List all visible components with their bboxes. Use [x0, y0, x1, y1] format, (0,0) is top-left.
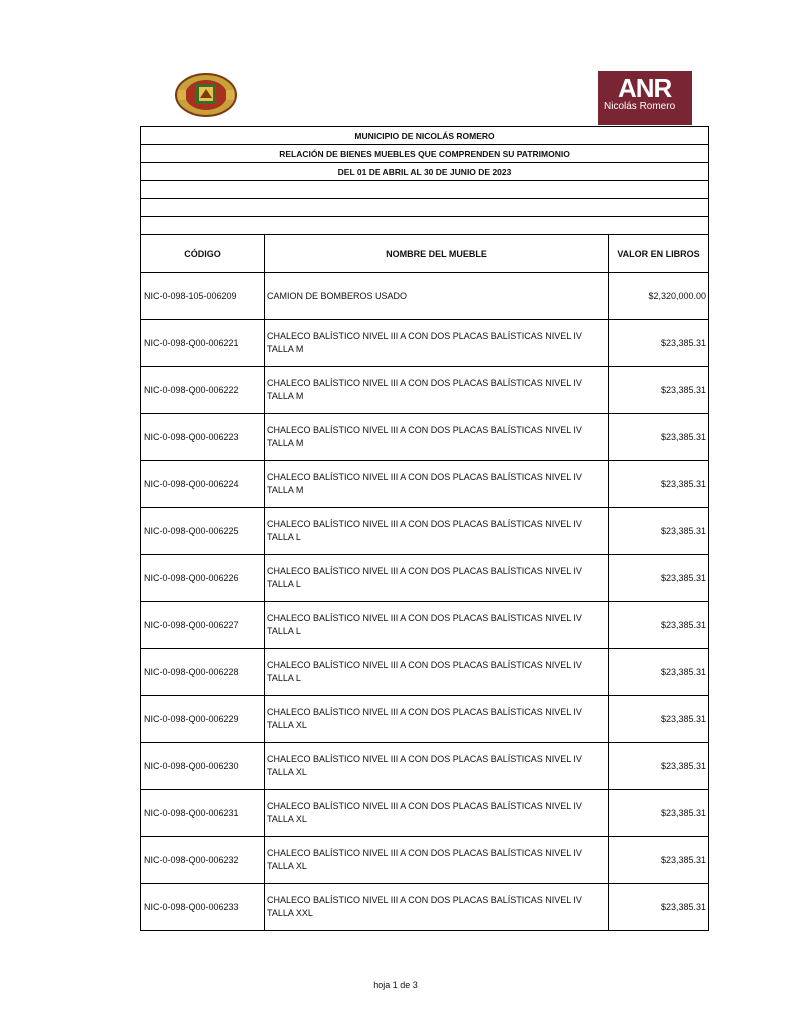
- table-row: [141, 320, 709, 367]
- coat-of-arms-logo: [174, 72, 238, 118]
- table-row: [141, 884, 709, 931]
- value-cell: $23,385.31: [609, 320, 709, 367]
- subtitle-row: [141, 145, 709, 163]
- table-row: [141, 555, 709, 602]
- value-cell: $23,385.31: [609, 743, 709, 790]
- name-cell: CHALECO BALÍSTICO NIVEL III A CON DOS PLACAS BALÍSTICAS NIVEL IV TALLA M: [265, 461, 609, 508]
- value-cell: $23,385.31: [609, 508, 709, 555]
- title-row: [141, 127, 709, 145]
- blank-cell: [141, 199, 709, 217]
- value-cell: $23,385.31: [609, 555, 709, 602]
- name-cell: CHALECO BALÍSTICO NIVEL III A CON DOS PLACAS BALÍSTICAS NIVEL IV TALLA L: [265, 649, 609, 696]
- table-row: [141, 649, 709, 696]
- blank-cell: [141, 181, 709, 199]
- value-cell: $23,385.31: [609, 461, 709, 508]
- value-cell: $23,385.31: [609, 649, 709, 696]
- blank-row: [141, 181, 709, 199]
- value-cell: $23,385.31: [609, 367, 709, 414]
- code-cell: NIC-0-098-Q00-006225: [141, 508, 265, 555]
- table-row: [141, 367, 709, 414]
- blank-cell: [141, 217, 709, 235]
- code-cell: NIC-0-098-Q00-006227: [141, 602, 265, 649]
- name-cell: CHALECO BALÍSTICO NIVEL III A CON DOS PLACAS BALÍSTICAS NIVEL IV TALLA L: [265, 602, 609, 649]
- blank-row: [141, 199, 709, 217]
- period-row: [141, 163, 709, 181]
- code-cell: NIC-0-098-Q00-006228: [141, 649, 265, 696]
- name-cell: CHALECO BALÍSTICO NIVEL III A CON DOS PLACAS BALÍSTICAS NIVEL IV TALLA XL: [265, 837, 609, 884]
- name-cell: CHALECO BALÍSTICO NIVEL III A CON DOS PLACAS BALÍSTICAS NIVEL IV TALLA XXL: [265, 884, 609, 931]
- name-cell: CHALECO BALÍSTICO NIVEL III A CON DOS PLACAS BALÍSTICAS NIVEL IV TALLA M: [265, 320, 609, 367]
- value-cell: $23,385.31: [609, 790, 709, 837]
- name-cell: CHALECO BALÍSTICO NIVEL III A CON DOS PLACAS BALÍSTICAS NIVEL IV TALLA M: [265, 414, 609, 461]
- name-cell: CHALECO BALÍSTICO NIVEL III A CON DOS PLACAS BALÍSTICAS NIVEL IV TALLA XL: [265, 696, 609, 743]
- report-period: DEL 01 DE ABRIL AL 30 DE JUNIO DE 2023: [141, 163, 709, 181]
- column-header-name: NOMBRE DEL MUEBLE: [265, 235, 609, 273]
- column-header-value: VALOR EN LIBROS: [609, 235, 709, 273]
- code-cell: NIC-0-098-105-006209: [141, 273, 265, 320]
- value-cell: $2,320,000.00: [609, 273, 709, 320]
- table-row: [141, 273, 709, 320]
- table-row: [141, 602, 709, 649]
- code-cell: NIC-0-098-Q00-006224: [141, 461, 265, 508]
- value-cell: $23,385.31: [609, 602, 709, 649]
- name-cell: CHALECO BALÍSTICO NIVEL III A CON DOS PLACAS BALÍSTICAS NIVEL IV TALLA M: [265, 367, 609, 414]
- code-cell: NIC-0-098-Q00-006223: [141, 414, 265, 461]
- value-cell: $23,385.31: [609, 884, 709, 931]
- table-row: [141, 790, 709, 837]
- blank-row: [141, 217, 709, 235]
- table-row: [141, 743, 709, 790]
- name-cell: CHALECO BALÍSTICO NIVEL III A CON DOS PLACAS BALÍSTICAS NIVEL IV TALLA L: [265, 508, 609, 555]
- municipality-title: MUNICIPIO DE NICOLÁS ROMERO: [141, 127, 709, 145]
- table-row: [141, 508, 709, 555]
- code-cell: NIC-0-098-Q00-006221: [141, 320, 265, 367]
- code-cell: NIC-0-098-Q00-006230: [141, 743, 265, 790]
- name-cell: CAMION DE BOMBEROS USADO: [265, 273, 609, 320]
- column-header-row: [141, 235, 709, 273]
- table-row: [141, 696, 709, 743]
- name-cell: CHALECO BALÍSTICO NIVEL III A CON DOS PLACAS BALÍSTICAS NIVEL IV TALLA XL: [265, 790, 609, 837]
- code-cell: NIC-0-098-Q00-006232: [141, 837, 265, 884]
- code-cell: NIC-0-098-Q00-006226: [141, 555, 265, 602]
- column-header-code: CÓDIGO: [141, 235, 265, 273]
- page-number: hoja 1 de 3: [373, 980, 418, 990]
- anr-logo: [598, 71, 692, 125]
- anr-logo-name: Nicolás Romero: [604, 101, 676, 112]
- table-row: [141, 461, 709, 508]
- name-cell: CHALECO BALÍSTICO NIVEL III A CON DOS PLACAS BALÍSTICAS NIVEL IV TALLA L: [265, 555, 609, 602]
- value-cell: $23,385.31: [609, 696, 709, 743]
- patrimony-table: [140, 126, 709, 931]
- code-cell: NIC-0-098-Q00-006229: [141, 696, 265, 743]
- code-cell: NIC-0-098-Q00-006233: [141, 884, 265, 931]
- code-cell: NIC-0-098-Q00-006231: [141, 790, 265, 837]
- code-cell: NIC-0-098-Q00-006222: [141, 367, 265, 414]
- report-subtitle: RELACIÓN DE BIENES MUEBLES QUE COMPRENDEN SU PATRIMONIO: [141, 145, 709, 163]
- table-row: [141, 837, 709, 884]
- table-row: [141, 414, 709, 461]
- anr-logo-mark: ANR: [618, 73, 672, 103]
- value-cell: $23,385.31: [609, 837, 709, 884]
- value-cell: $23,385.31: [609, 414, 709, 461]
- name-cell: CHALECO BALÍSTICO NIVEL III A CON DOS PLACAS BALÍSTICAS NIVEL IV TALLA XL: [265, 743, 609, 790]
